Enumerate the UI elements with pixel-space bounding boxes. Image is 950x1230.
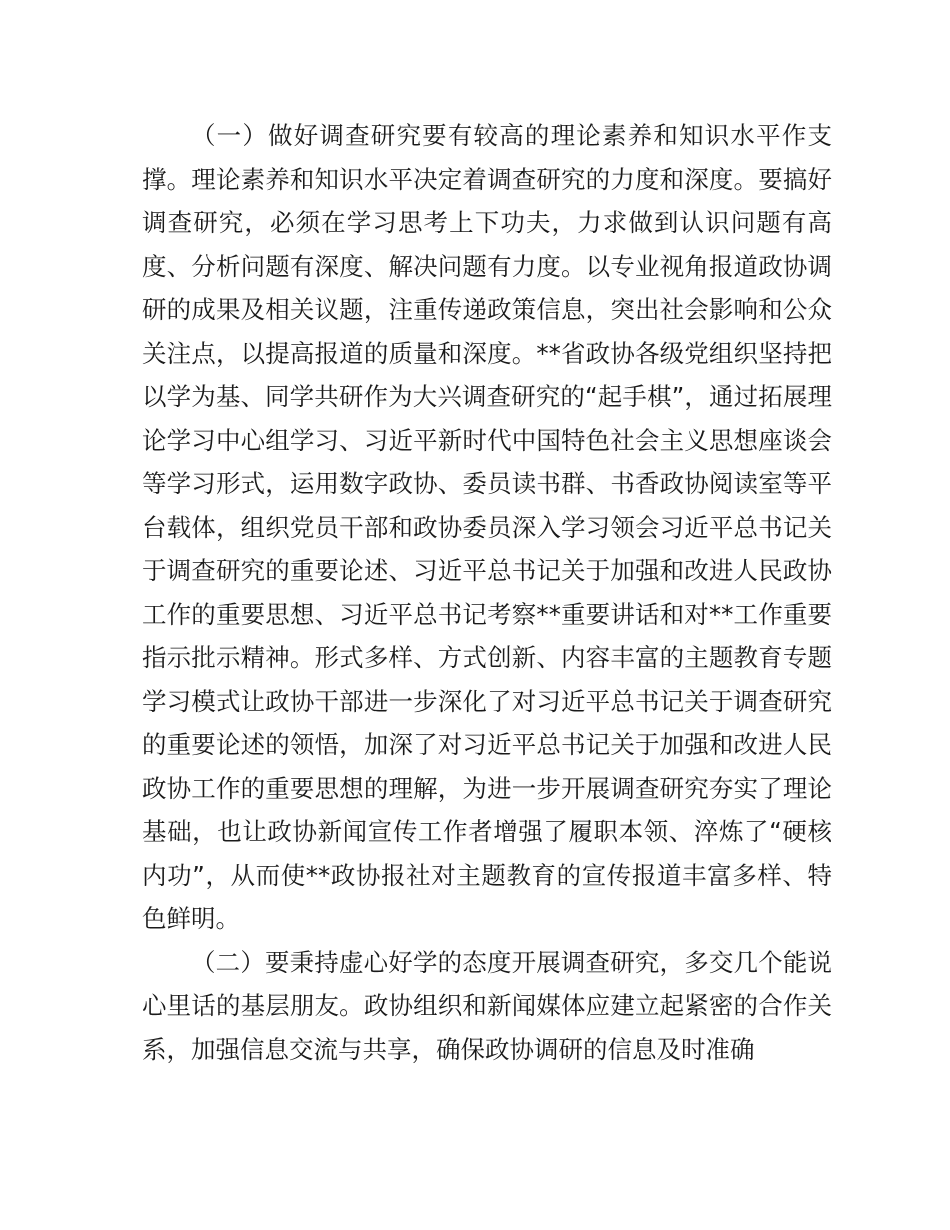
paragraph-1: （一）做好调查研究要有较高的理论素养和知识水平作支撑。理论素养和知识水平决定着调查研究的力度和深度。要搞好调查研究，必须在学习思考上下功夫，力求做到认识问题有高度、分析问题有深度、解决问题有力度。以专业视角报道政协调研的成果及相关议题，注重传递政策信息，突出社会影响和公众关注点，以提高报道的质量和深度。**省政协各级党组织坚持把以学为基、同学共研作为大兴调查研究的“起手棋”，通过拓展理论学习中心组学习、习近平新时代中国特色社会主义思想座谈会等学习形式，运用数字政协、委员读书群、书香政协阅读室等平台载体，组织党员干部和政协委员深入学习领会习近平总书记关于调查研究的重要论述、习近平总书记关于加强和改进人民政协工作的重要思想、习近平总书记考察**重要讲话和对**工作重要指示批示精神。形式多样、方式创新、内容丰富的主题教育专题学习模式让政协干部进一步深化了对习近平总书记关于调查研究的重要论述的领悟，加深了对习近平总书记关于加强和改进人民政协工作的重要思想的理解，为进一步开展调查研究夯实了理论基础，也让政协新闻宣传工作者增强了履职本领、淬炼了“硬核内功”，从而使**政协报社对主题教育的宣传报道丰富多样、特色鲜明。 [142,121,832,933]
paragraph-2: （二）要秉持虚心好学的态度开展调查研究，多交几个能说心里话的基层朋友。政协组织和新闻媒体应建立起紧密的合作关系，加强信息交流与共享，确保政协调研的信息及时准确 [142,947,832,1064]
document-body [142,114,832,1071]
